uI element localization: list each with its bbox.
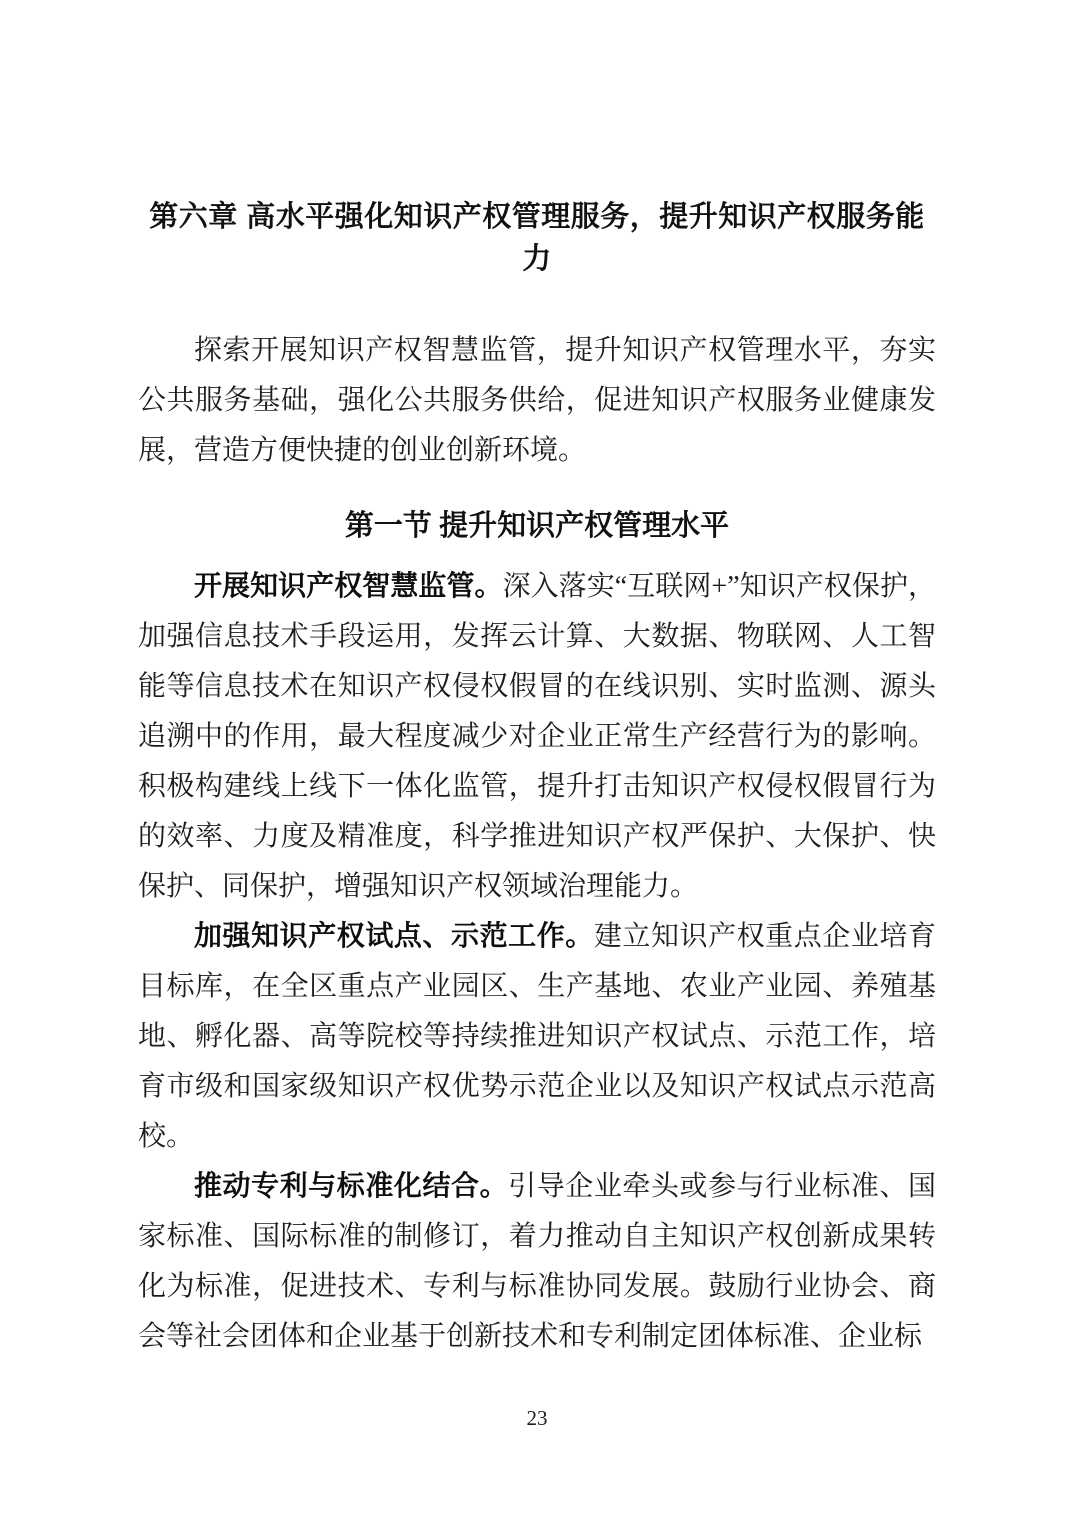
page-content bbox=[0, 196, 1074, 1362]
paragraph-lead: 加强知识产权试点、示范工作。 bbox=[194, 921, 594, 952]
paragraph-lead: 开展知识产权智慧监管。 bbox=[194, 571, 503, 602]
paragraph-body: 引导企业牵头或参与行业标准、国家标准、国际标准的制修订，着力推动自主知识产权创新成果转化为标准，促进技术、专利与标准协同发展。鼓励行业协会、商会等社会团体和企业基于创新技术和专利制定团体标准、企业标 bbox=[138, 1171, 936, 1352]
page-number: 23 bbox=[526, 1406, 548, 1430]
paragraph-patent-standardization bbox=[138, 1162, 936, 1362]
intro-paragraph: 探索开展知识产权智慧监管，提升知识产权管理水平，夯实公共服务基础，强化公共服务供给，促进知识产权服务业健康发展，营造方便快捷的创业创新环境。 bbox=[138, 335, 936, 466]
paragraph-body: 深入落实“互联网+”知识产权保护，加强信息技术手段运用，发挥云计算、大数据、物联网、人工智能等信息技术在知识产权侵权假冒的在线识别、实时监测、源头追溯中的作用，最大程度减少对企业正常生产经营行为的影响。积极构建线上线下一体化监管，提升打击知识产权侵权假冒行为的效率、力度及精准度，科学推进知识产权严保护、大保护、快保护、同保护，增强知识产权领域治理能力。 bbox=[138, 571, 936, 902]
paragraph-smart-supervision bbox=[138, 562, 936, 912]
paragraph-pilot-demonstration bbox=[138, 912, 936, 1162]
paragraph-body: 建立知识产权重点企业培育目标库，在全区重点产业园区、生产基地、农业产业园、养殖基地、孵化器、高等院校等持续推进知识产权试点、示范工作，培育市级和国家级知识产权优势示范企业以及知识产权试点示范高校。 bbox=[138, 921, 936, 1152]
section-title: 第一节 提升知识产权管理水平 bbox=[344, 510, 730, 542]
chapter-title: 第六章 高水平强化知识产权管理服务，提升知识产权服务能力 bbox=[149, 201, 925, 275]
paragraph-lead: 推动专利与标准化结合。 bbox=[194, 1171, 509, 1202]
